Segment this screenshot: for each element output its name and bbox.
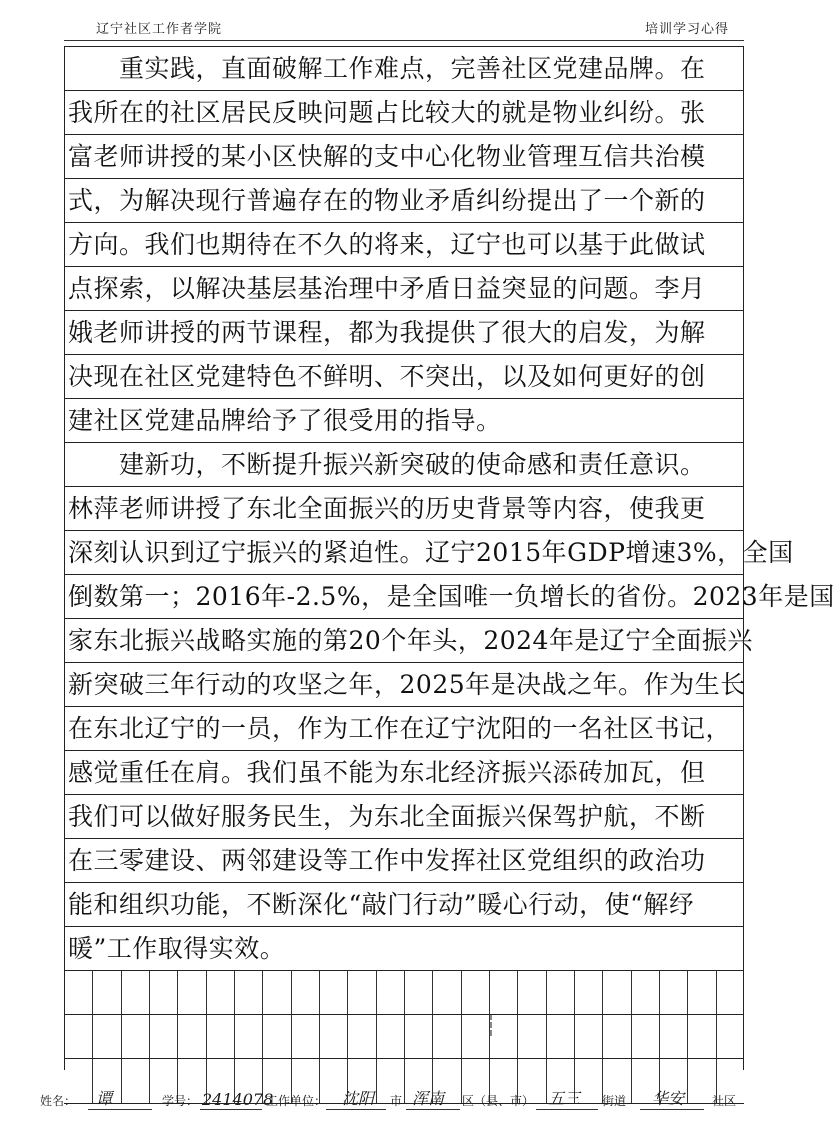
text-line <box>64 266 744 311</box>
handwritten-line-text: 点探索，以解决基层基治理中矛盾日益突显的问题。李月 <box>68 274 706 303</box>
text-line <box>64 178 744 223</box>
work-unit-label: 工作单位： <box>266 1094 327 1108</box>
handwritten-line-text: 感觉重任在肩。我们虽不能为东北经济振兴添砖加瓦，但 <box>68 758 706 787</box>
header-divider <box>64 40 744 41</box>
header-document-type: 培训学习心得 <box>644 22 729 37</box>
handwritten-line-text: 新突破三年行动的攻坚之年，2025年是决战之年。作为生长 <box>68 670 746 699</box>
handwritten-line-text: 在三零建设、两邻建设等工作中发挥社区党组织的政治功 <box>68 846 706 875</box>
handwritten-line-text: 建新功，不断提升振兴新突破的使命感和责任意识。 <box>68 450 706 479</box>
text-line <box>64 618 753 663</box>
handwritten-line-text: 倒数第一；2016年-2.5%，是全国唯一负增长的省份。2023年是国 <box>68 582 835 611</box>
text-line <box>64 442 744 487</box>
student-id-value: 2414078 <box>202 1090 274 1109</box>
text-line <box>64 794 744 839</box>
handwritten-line-text: 在东北辽宁的一员，作为工作在辽宁沈阳的一名社区书记， <box>68 714 732 743</box>
street-label: 街道 <box>602 1094 627 1108</box>
handwritten-line-text: 重实践，直面破解工作难点，完善社区党建品牌。在 <box>68 54 706 83</box>
text-line <box>64 706 744 751</box>
text-line <box>64 46 744 91</box>
text-line <box>64 354 744 399</box>
text-line <box>64 222 744 267</box>
text-line <box>64 838 744 883</box>
name-value: 谭 <box>96 1089 113 1108</box>
handwritten-line-text: 建社区党建品牌给予了很受用的指导。 <box>68 406 502 435</box>
name-underline <box>88 1109 152 1110</box>
text-line <box>64 90 744 135</box>
handwritten-line-text: 决现在社区党建特色不鲜明、不突出，以及如何更好的创 <box>68 362 706 391</box>
text-line <box>64 310 744 355</box>
composition-grid <box>64 46 835 1070</box>
text-line <box>64 530 794 575</box>
community-underline <box>640 1109 704 1110</box>
text-line <box>64 750 744 795</box>
text-line <box>64 970 744 1015</box>
text-line <box>64 1014 744 1059</box>
street-underline <box>536 1109 598 1110</box>
district-underline <box>406 1109 460 1110</box>
header-institution: 辽宁社区工作者学院 <box>96 22 223 37</box>
handwritten-line-text <box>68 1019 740 1055</box>
name-label: 姓名： <box>40 1094 77 1108</box>
text-line <box>64 486 744 531</box>
district-label: 区（县、市） <box>462 1094 535 1108</box>
footer-info <box>40 1088 780 1112</box>
handwritten-line-text: 我所在的社区居民反映问题占比较大的就是物业纠纷。张 <box>68 98 706 127</box>
handwritten-line-text: 富老师讲授的某小区快解的支中心化物业管理互信共治模 <box>68 142 706 171</box>
handwritten-line-text: 暖”工作取得实效。 <box>68 934 286 963</box>
handwritten-line-text: 林萍老师讲授了东北全面振兴的历史背景等内容，使我更 <box>68 494 706 523</box>
district-value: 浑南 <box>412 1089 445 1108</box>
handwritten-line-text: 式，为解决现行普遍存在的物业矛盾纠纷提出了一个新的 <box>68 186 706 215</box>
student-id-label: 学号： <box>162 1094 199 1108</box>
city-underline <box>326 1109 386 1110</box>
city-value: 沈阳 <box>342 1089 375 1108</box>
text-line <box>64 882 744 927</box>
text-line <box>64 662 744 707</box>
text-line <box>64 398 744 443</box>
text-line <box>64 574 835 619</box>
handwritten-line-text: 我们可以做好服务民生，为东北全面振兴保驾护航，不断 <box>68 802 706 831</box>
student-id-underline <box>200 1109 262 1110</box>
street-value: 五三 <box>548 1089 581 1108</box>
handwritten-line-text: 娥老师讲授的两节课程，都为我提供了很大的启发，为解 <box>68 318 706 347</box>
handwritten-line-text: 能和组织功能，不断深化“敲门行动”暖心行动，使“解纾 <box>68 890 695 919</box>
handwritten-line-text: 深刻认识到辽宁振兴的紧迫性。辽宁2015年GDP增速3%，全国 <box>68 538 794 567</box>
handwritten-line-text: 方向。我们也期待在不久的将来，辽宁也可以基于此做试 <box>68 230 706 259</box>
city-label: 市 <box>390 1094 403 1108</box>
handwritten-line-text: 家东北振兴战略实施的第20个年头，2024年是辽宁全面振兴 <box>68 626 753 655</box>
community-label: 社区 <box>712 1094 737 1108</box>
community-value: 华安 <box>652 1089 685 1108</box>
handwritten-line-text <box>68 975 740 1011</box>
text-line <box>64 926 744 971</box>
text-line <box>64 134 744 179</box>
